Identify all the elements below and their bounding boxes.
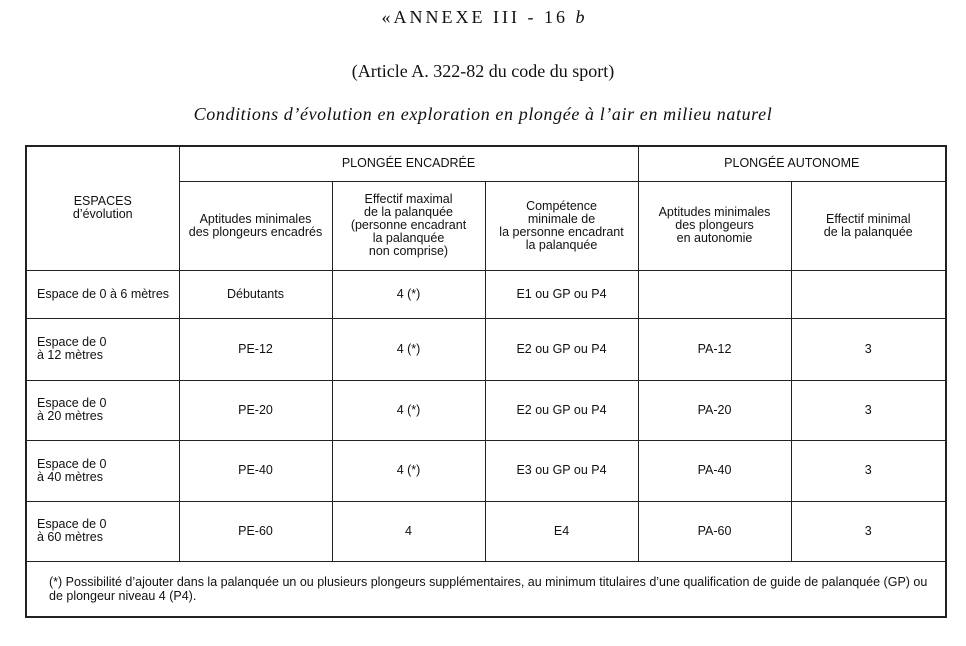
aptitudes-autonomie-cell: PA-12: [638, 318, 791, 380]
aptitudes-encadres-cell: Débutants: [179, 270, 332, 318]
header-aptitudes-encadres: Aptitudes minimales des plongeurs encadrés: [179, 181, 332, 270]
espace-cell: Espace de 0 à 12 mètres: [26, 318, 179, 380]
effectif-minimal-cell: [791, 270, 946, 318]
espace-cell: Espace de 0 à 40 mètres: [26, 440, 179, 501]
annexe-title: [0, 6, 966, 28]
footnote-text: (*) Possibilité d’ajouter dans la palanquée un ou plusieurs plongeurs supplémentaires, au minimum titulaires d’une qualification de guide de palanquée (GP) ou de plongeur niveau 4 (P4).: [49, 574, 928, 603]
competence-cell: E1 ou GP ou P4: [485, 270, 638, 318]
effectif-maximal-cell: 4 (*): [332, 380, 485, 440]
header-effectif-minimal: Effectif minimal de la palanquée: [791, 181, 946, 270]
aptitudes-autonomie-cell: PA-60: [638, 501, 791, 561]
effectif-maximal-cell: 4: [332, 501, 485, 561]
table-row: [26, 501, 946, 561]
effectif-minimal-cell: 3: [791, 440, 946, 501]
competence-cell: E2 ou GP ou P4: [485, 318, 638, 380]
table-row: [26, 318, 946, 380]
effectif-minimal-cell: 3: [791, 501, 946, 561]
annexe-letter: b: [575, 7, 585, 27]
aptitudes-autonomie-cell: PA-20: [638, 380, 791, 440]
footnote-cell: [26, 561, 946, 617]
aptitudes-autonomie-cell: PA-40: [638, 440, 791, 501]
conditions-subtitle: Conditions d’évolution en exploration en plongée à l’air en milieu naturel: [193, 104, 773, 124]
header-plongee-encadree: PLONGÉE ENCADRÉE: [179, 146, 638, 181]
aptitudes-encadres-cell: PE-20: [179, 380, 332, 440]
aptitudes-encadres-cell: PE-12: [179, 318, 332, 380]
espace-cell: Espace de 0 à 20 mètres: [26, 380, 179, 440]
table-row: [26, 270, 946, 318]
header-competence-encadrant: Compétence minimale de la personne encadrant la palanquée: [485, 181, 638, 270]
espace-cell: Espace de 0 à 60 mètres: [26, 501, 179, 561]
header-row-groups: [26, 146, 946, 181]
effectif-minimal-cell: 3: [791, 380, 946, 440]
table-row: [26, 440, 946, 501]
annexe-prefix: «: [381, 7, 394, 27]
header-aptitudes-autonomie: Aptitudes minimales des plongeurs en autonomie: [638, 181, 791, 270]
header-effectif-maximal: Effectif maximal de la palanquée (personne encadrant la palanquée non comprise): [332, 181, 485, 270]
effectif-maximal-cell: 4 (*): [332, 270, 485, 318]
aptitudes-encadres-cell: PE-60: [179, 501, 332, 561]
effectif-maximal-cell: 4 (*): [332, 318, 485, 380]
aptitudes-encadres-cell: PE-40: [179, 440, 332, 501]
annexe-number: III - 16: [493, 7, 568, 27]
effectif-maximal-cell: 4 (*): [332, 440, 485, 501]
dive-conditions-table: [25, 145, 947, 618]
header-espaces: ESPACES d’évolution: [26, 146, 179, 270]
espace-cell: Espace de 0 à 6 mètres: [26, 270, 179, 318]
competence-cell: E4: [485, 501, 638, 561]
effectif-minimal-cell: 3: [791, 318, 946, 380]
header-plongee-autonome: PLONGÉE AUTONOME: [638, 146, 946, 181]
table-row: [26, 380, 946, 440]
competence-cell: E3 ou GP ou P4: [485, 440, 638, 501]
aptitudes-autonomie-cell: [638, 270, 791, 318]
article-reference: (Article A. 322-82 du code du sport): [351, 61, 615, 81]
annexe-word: ANNEXE: [393, 7, 486, 27]
footnote-row: [26, 561, 946, 617]
competence-cell: E2 ou GP ou P4: [485, 380, 638, 440]
